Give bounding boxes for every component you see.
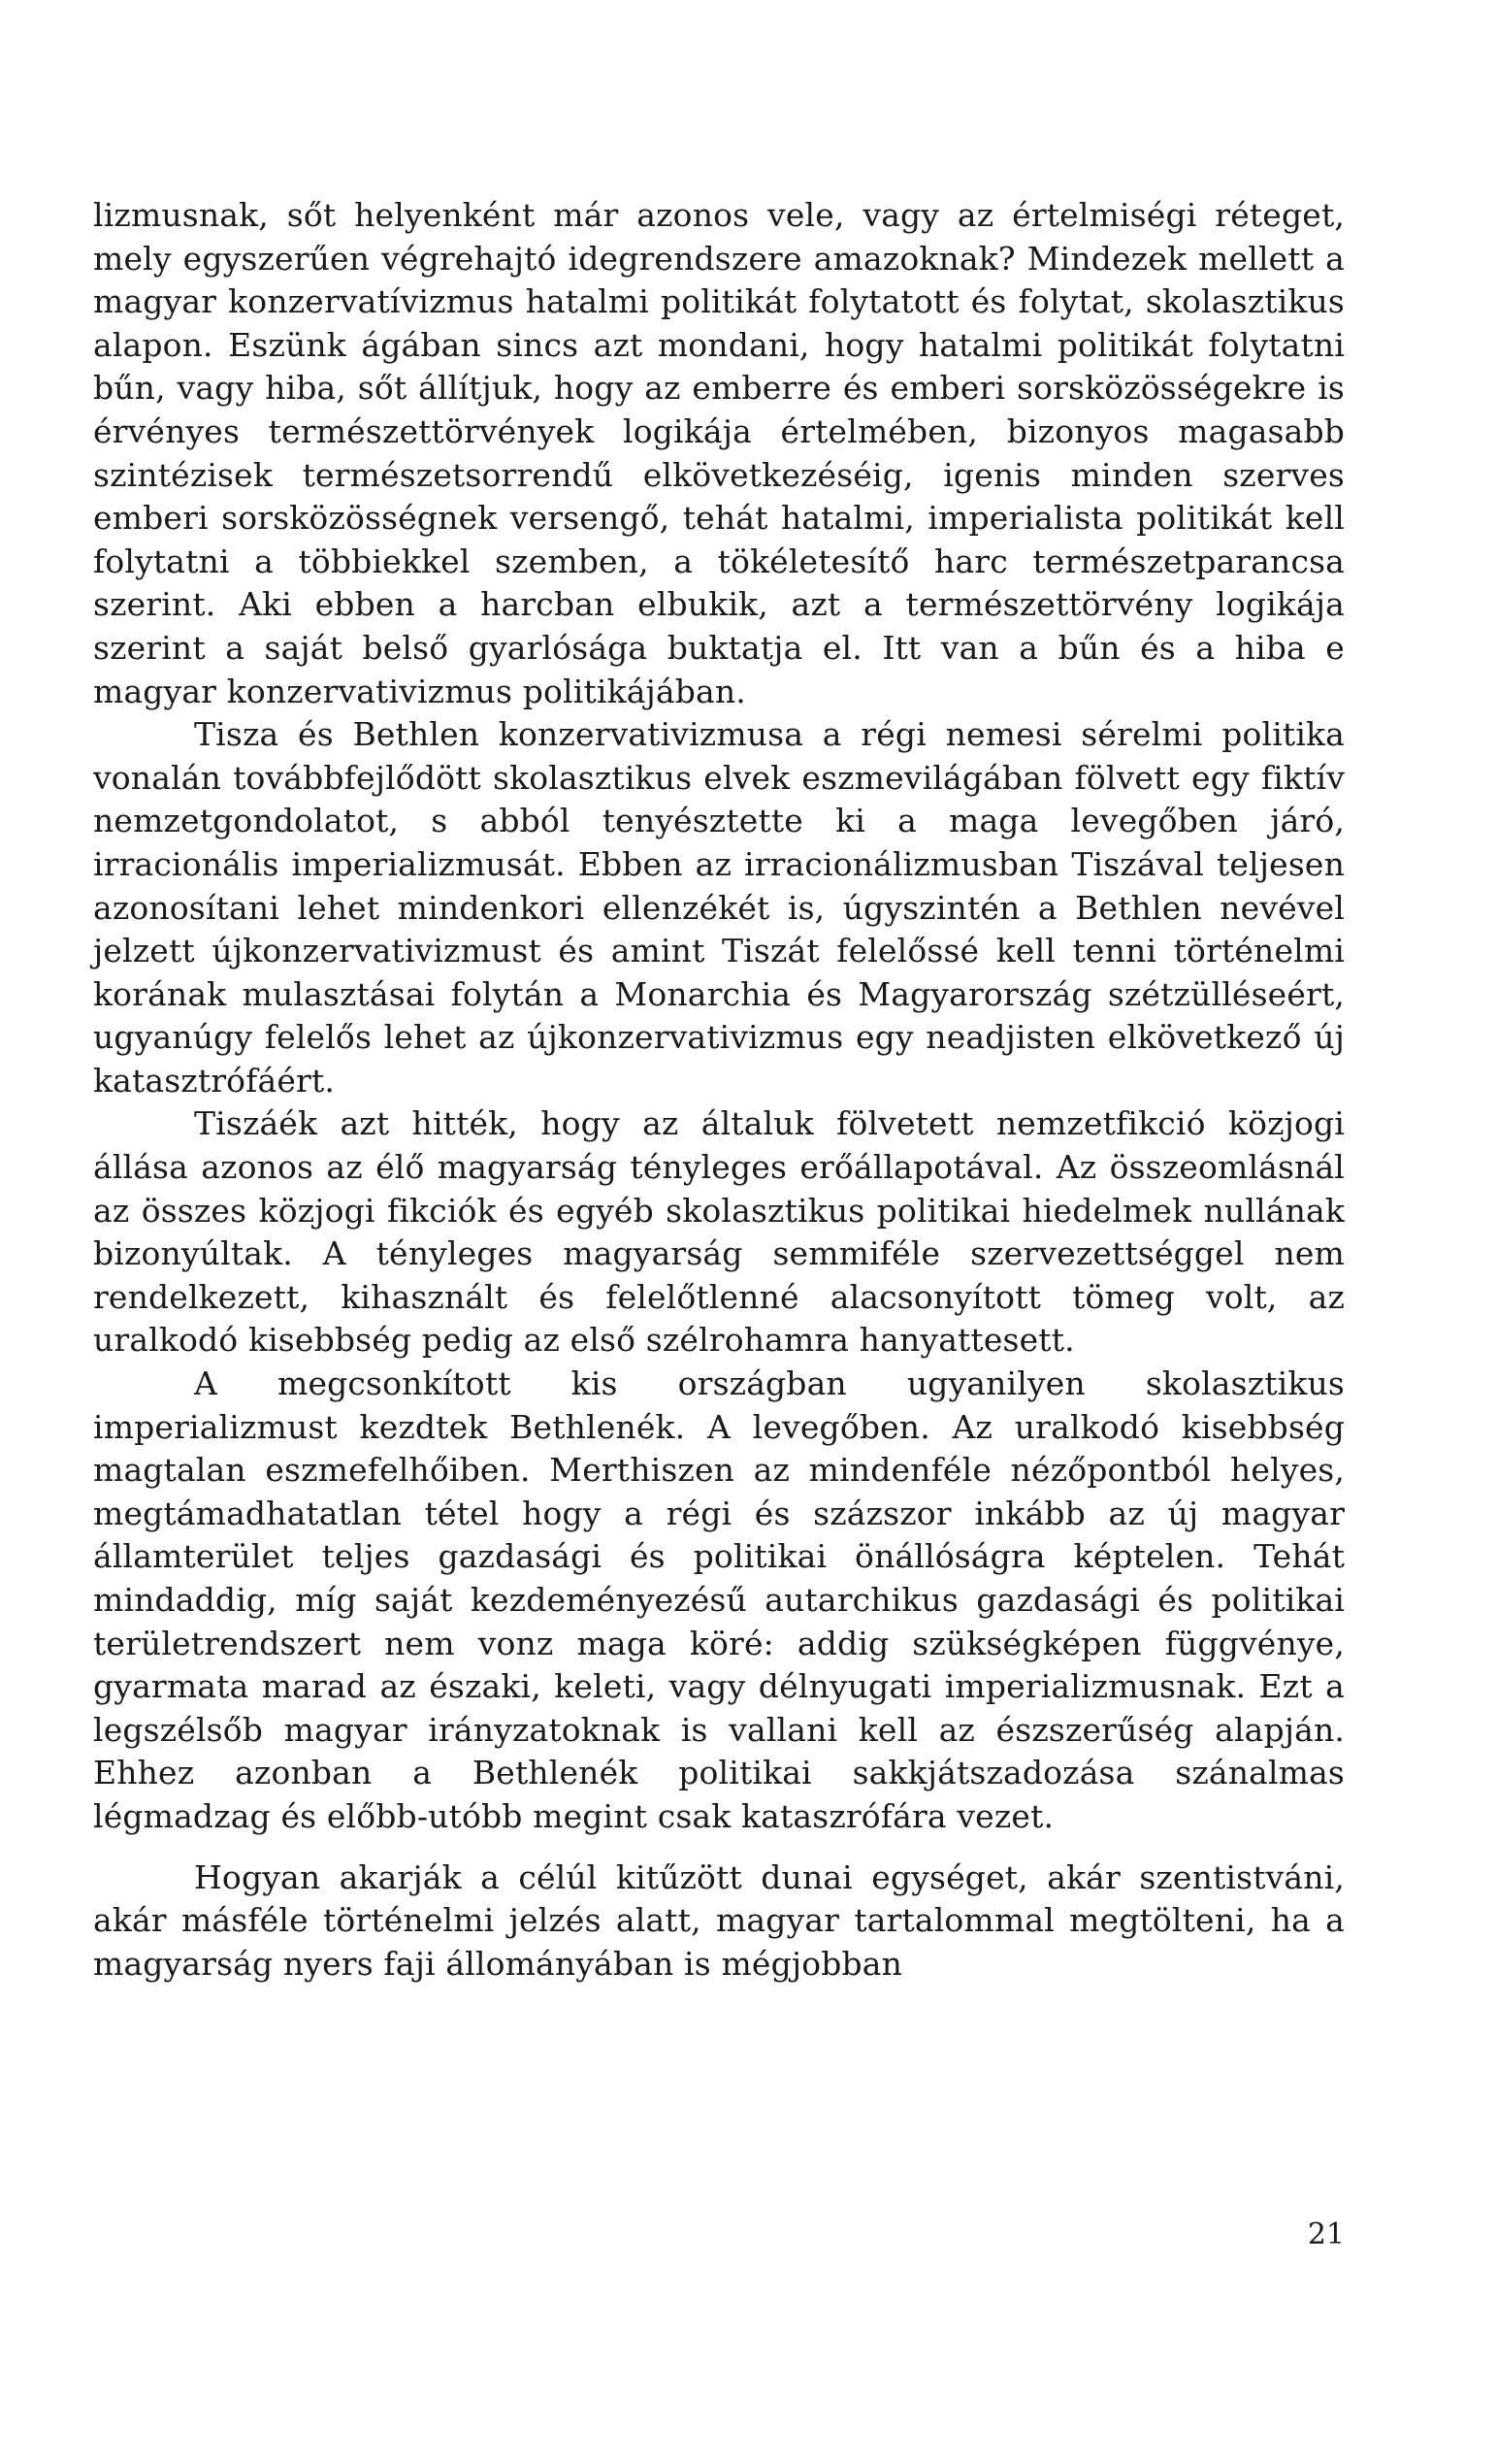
paragraph-3: Tiszáék azt hitték, hogy az általuk fölvetett nemzetfikció közjogi állása azonos az élő magyarság tényleges erőállapotával. Az összeomlásnál az összes közjogi fikciók és egyéb skolasztikus politikai hiedelmek nullának bizonyúltak. A tényleges magyarság semmiféle szervezettséggel nem rendelkezett, kihasznált és felelőtlenné alacsonyított tömeg volt, az uralkodó kisebbség pedig az első szélrohamra hanyattesett.: [93, 1104, 1345, 1360]
paragraph-1: lizmusnak, sőt helyenként már azonos vele, vagy az értelmiségi réteget, mely egyszerűen végrehajtó idegrendszere amazoknak? Mindezek mellett a magyar konzervatívizmus hatalmi politikát folytatott és folytat, skolasztikus alapon. Eszünk ágában sincs azt mondani, hogy hatalmi politikát folytatni bűn, vagy hiba, sőt állítjuk, hogy az emberre és emberi sorsközösségekre is érvényes természettörvények logikája értelmében, bizonyos magasabb szintézisek természetsorrendű elkövetkezéséig, igenis minden szerves emberi sorsközösségnek versengő, tehát hatalmi, imperialista politikát kell folytatni a többiekkel szemben, a tökéletesítő harc természetparancsa szerint. Aki ebben a harcban elbukik, azt a természettörvény logikája szerint a saját belső gyarlósága buktatja el. Itt van a bűn és a hiba e magyar konzervativizmus politikájában.: [93, 196, 1345, 710]
page-body: [93, 194, 1345, 1986]
paragraph-2: Tisza és Bethlen konzervativizmusa a régi nemesi sérelmi politika vonalán továbbfejlődött skolasztikus elvek eszmevilágában fölvett egy fiktív nemzetgondolatot, s abból tenyésztette ki a maga levegőben járó, irracionális imperializmusát. Ebben az irracionálizmusban Tiszával teljesen azonosítani lehet mindenkori ellenzékét is, úgyszintén a Bethlen nevével jelzett újkonzervativizmust és amint Tiszát felelőssé kell tenni történelmi korának mulasztásai folytán a Monarchia és Magyarország szétzülléseért, ugyanúgy felelős lehet az újkonzervativizmus egy neadjisten elkövetkező új katasztrófáért.: [93, 715, 1345, 1100]
page-number: 21: [1307, 2218, 1345, 2251]
paragraph-5: Hogyan akarják a célúl kitűzött dunai egységet, akár szentistváni, akár másféle történelmi jelzés alatt, magyar tartalommal megtölteni, ha a magyarság nyers faji állományában is mégjobban: [93, 1857, 1345, 1983]
paragraph-4: A megcsonkított kis országban ugyanilyen skolasztikus imperializmust kezdtek Bethlenék. A levegőben. Az uralkodó kisebbség magtalan eszmefelhőiben. Merthiszen az mindenféle nézőpontból helyes, megtámadhatatlan tétel hogy a régi és százszor inkább az új magyar államterület teljes gazdasági és politikai önállóságra képtelen. Tehát mindaddig, míg saját kezdeményezésű autarchikus gazdasági és politikai területrendszert nem vonz maga köré: addig szükségképen függvénye, gyarmata marad az északi, keleti, vagy délnyugati imperializmusnak. Ezt a legszélsőb magyar irányzatoknak is vallani kell az észszerűség alapján. Ehhez azonban a Bethlenék politikai sakkjátszadozása szánalmas légmadzag és előbb-utóbb megint csak kataszrófára vezet.: [93, 1364, 1345, 1835]
